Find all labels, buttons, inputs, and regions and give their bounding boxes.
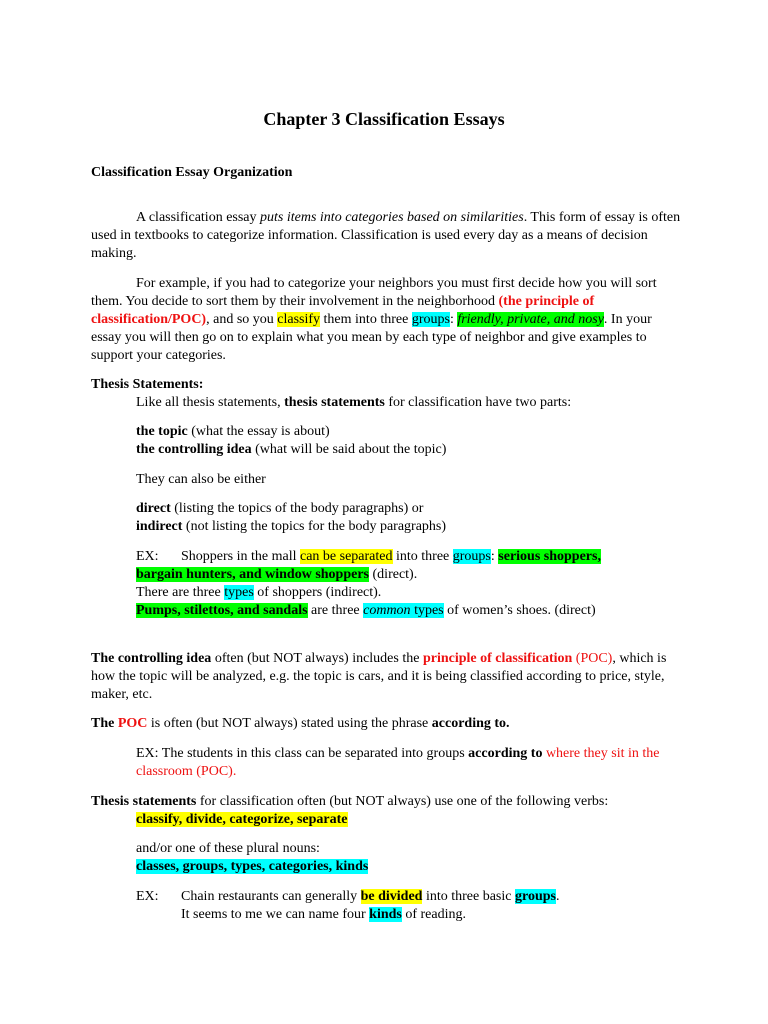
ex-label: EX: bbox=[136, 549, 159, 564]
highlight-noun: types bbox=[410, 603, 444, 618]
highlight-categories: Pumps, stilettos, and sandals bbox=[136, 603, 308, 618]
highlight-noun: groups bbox=[514, 889, 556, 904]
text: . In your essay you will then go on to explain what you mean by each type of neighbor and give examples to support your categories. bbox=[91, 312, 652, 363]
poc-text: (POC) bbox=[572, 651, 613, 666]
example-1-line-1 bbox=[136, 548, 681, 566]
text: : bbox=[449, 312, 458, 327]
highlight-nouns-list: classes, groups, types, categories, kinds bbox=[136, 859, 369, 874]
example-2 bbox=[136, 745, 681, 781]
bold-text: according to. bbox=[431, 716, 510, 731]
verbs-line bbox=[91, 793, 681, 811]
highlight-noun: groups bbox=[452, 549, 491, 564]
highlight-noun: groups bbox=[411, 312, 450, 327]
example-3-line-2 bbox=[181, 906, 681, 924]
topic-line bbox=[136, 423, 681, 441]
text: : bbox=[490, 549, 499, 564]
poc-text: where they sit in the classroom (POC). bbox=[136, 746, 660, 779]
poc-text: principle of classification bbox=[422, 651, 573, 666]
text: (listing the topics of the body paragraphs) or bbox=[170, 501, 424, 516]
text: , which is how the topic will be analyzed, e.g. the topic is cars, and it is being classified according to price, style, maker, etc. bbox=[91, 651, 667, 702]
text: for classification often (but NOT always) use one of the following verbs: bbox=[196, 794, 609, 809]
bold-text: Thesis statements bbox=[91, 794, 197, 809]
thesis-heading: Thesis Statements: bbox=[91, 377, 204, 392]
example-3-line-1 bbox=[136, 888, 681, 906]
text: (what will be said about the topic) bbox=[251, 442, 447, 457]
text: of women’s shoes. (direct) bbox=[443, 603, 596, 618]
highlight-noun: kinds bbox=[369, 907, 402, 922]
either-line: They can also be either bbox=[136, 472, 266, 487]
bold-text: thesis statements bbox=[284, 395, 385, 410]
example-paragraph bbox=[91, 275, 681, 365]
text: . bbox=[555, 889, 560, 904]
text: Shoppers in the mall bbox=[181, 549, 300, 564]
bold-text: indirect bbox=[136, 519, 183, 534]
nouns-line: and/or one of these plural nouns: bbox=[136, 841, 320, 856]
highlight-categories: friendly, private, and nosy bbox=[457, 312, 604, 327]
text: It seems to me we can name four bbox=[181, 907, 370, 922]
text: Chain restaurants can generally bbox=[181, 889, 361, 904]
poc-text: POC bbox=[117, 716, 148, 731]
text: often (but NOT always) includes the bbox=[211, 651, 423, 666]
text: . This form of essay is often used in textbooks to categorize information. Classification is used every day as a means of decision making. bbox=[91, 210, 681, 261]
text: of shoppers (indirect). bbox=[253, 585, 382, 600]
italic-text: puts items into categories based on similarities bbox=[260, 210, 524, 225]
text: (what the essay is about) bbox=[187, 424, 330, 439]
highlight-verb: can be separated bbox=[300, 549, 393, 564]
text: There are three bbox=[136, 585, 225, 600]
highlight-verb: be divided bbox=[360, 889, 423, 904]
highlight-verb: classify bbox=[277, 312, 321, 327]
text: (direct). bbox=[369, 567, 418, 582]
thesis-intro bbox=[136, 394, 681, 412]
bold-text: the topic bbox=[136, 424, 188, 439]
text: For example, if you had to categorize your neighbors you must first decide how you will sort them. You decide to sort them by their involvement in the neighborhood bbox=[91, 276, 657, 309]
example-1-line-4 bbox=[136, 602, 681, 620]
example-1-line-2 bbox=[136, 566, 681, 584]
text: for classification have two parts: bbox=[384, 395, 572, 410]
highlight-noun: common bbox=[363, 603, 411, 618]
controlling-idea-line bbox=[136, 441, 681, 459]
bold-text: the controlling idea bbox=[136, 442, 252, 457]
bold-text: The bbox=[91, 716, 118, 731]
intro-paragraph bbox=[91, 209, 681, 263]
highlight-categories: serious shoppers, bbox=[498, 549, 601, 564]
verbs-list bbox=[136, 811, 681, 829]
text: Like all thesis statements, bbox=[136, 395, 285, 410]
direct-line bbox=[136, 500, 681, 518]
page-title: Chapter 3 Classification Essays bbox=[263, 109, 505, 129]
controlling-idea-paragraph bbox=[91, 650, 681, 704]
text: are three bbox=[307, 603, 364, 618]
text: EX: The students in this class can be separated into groups bbox=[136, 746, 469, 761]
bold-text: The controlling idea bbox=[91, 651, 212, 666]
section-heading: Classification Essay Organization bbox=[91, 165, 293, 180]
text: , and so you bbox=[206, 312, 278, 327]
text: into three basic bbox=[422, 889, 515, 904]
poc-line bbox=[91, 715, 681, 733]
indirect-line bbox=[136, 518, 681, 536]
ex-label: EX: bbox=[136, 889, 159, 904]
poc-text: (the principle of classification/POC) bbox=[91, 294, 595, 327]
text: into three bbox=[392, 549, 453, 564]
nouns-list bbox=[136, 858, 681, 876]
example-1-line-3 bbox=[136, 584, 681, 602]
text: A classification essay bbox=[136, 210, 261, 225]
bold-text: according to bbox=[468, 746, 543, 761]
text: them into three bbox=[320, 312, 412, 327]
bold-text: direct bbox=[136, 501, 171, 516]
highlight-verbs-list: classify, divide, categorize, separate bbox=[136, 812, 348, 827]
highlight-categories: bargain hunters, and window shoppers bbox=[136, 567, 370, 582]
highlight-noun: types bbox=[224, 585, 254, 600]
text: is often (but NOT always) stated using the phrase bbox=[147, 716, 432, 731]
text: of reading. bbox=[401, 907, 467, 922]
text: (not listing the topics for the body paragraphs) bbox=[182, 519, 447, 534]
